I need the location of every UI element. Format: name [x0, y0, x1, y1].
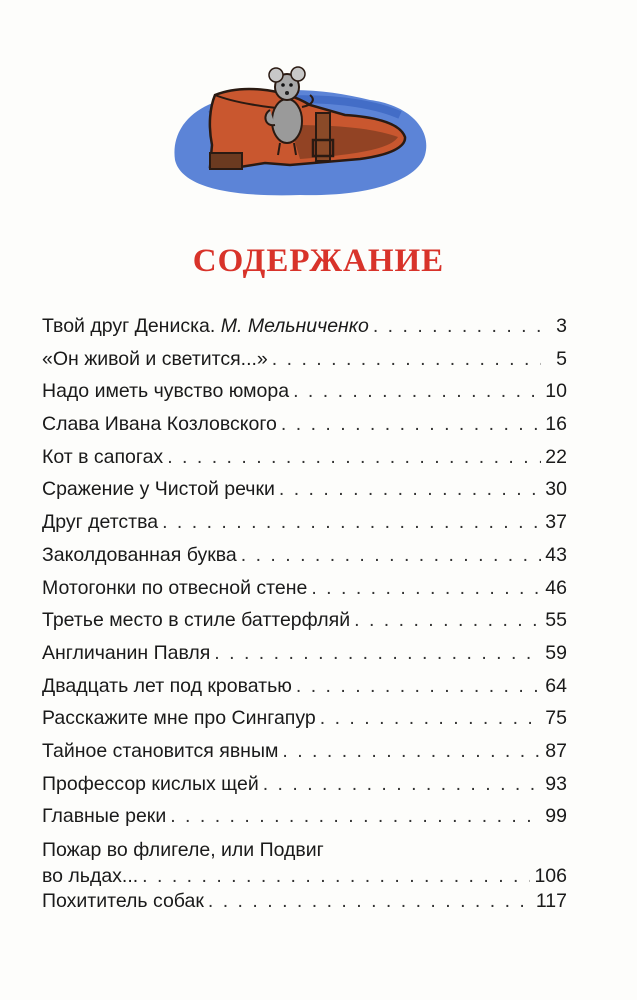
toc-entry-title: Пожар во флигеле, или Подвиг: [42, 839, 324, 861]
toc-page-number: 87: [545, 739, 567, 762]
toc-page-number: 99: [545, 805, 567, 828]
toc-entry-title: Кот в сапогах: [42, 445, 164, 468]
toc-page-number: 59: [545, 641, 567, 664]
toc-entry-title: Друг детства: [42, 511, 159, 534]
toc-entry: [42, 572, 567, 605]
toc-entry: [42, 702, 567, 735]
toc-page-number: 37: [545, 511, 567, 534]
toc-entry: [42, 637, 567, 670]
toc-entry: [42, 735, 567, 768]
toc-entry-title: «Он живой и светится...»: [42, 347, 268, 370]
toc-entry-title: Похититель собак: [42, 890, 204, 912]
toc-entry-title: Сражение у Чистой речки: [42, 478, 275, 501]
mouse-in-boot-illustration: [170, 55, 430, 205]
dot-leader: [282, 735, 541, 768]
toc-entry-title: Надо иметь чувство юмора: [42, 380, 290, 403]
dot-leader: [293, 375, 541, 408]
toc-page-number: 3: [556, 315, 567, 337]
toc-entry: [42, 375, 567, 408]
toc-page-number: 75: [545, 707, 567, 730]
dot-leader: [281, 408, 541, 441]
dot-leader: [373, 310, 541, 343]
dot-leader: [241, 539, 541, 572]
dot-leader: [162, 506, 541, 539]
toc-entry: [42, 670, 567, 703]
toc-entry-title: Слава Ивана Козловского: [42, 413, 277, 436]
toc-entry: [42, 473, 567, 506]
toc-entry: [42, 310, 567, 343]
toc-page-number: 117: [535, 890, 567, 912]
toc-entry-title: Двадцать лет под кроватью: [42, 674, 292, 697]
toc-entry-title: Расскажите мне про Сингапур: [42, 707, 316, 730]
toc-page-number: 30: [545, 478, 567, 501]
toc-entry: [42, 408, 567, 441]
toc-entry: [42, 885, 567, 918]
toc-entry: [42, 539, 567, 572]
toc-page-number: 46: [545, 576, 567, 599]
dot-leader: [311, 572, 541, 605]
toc-entry-title: Англичанин Павля: [42, 641, 211, 664]
dot-leader: [208, 885, 532, 918]
toc-entry-title-continued: во льдах...: [42, 865, 139, 887]
toc-page-number: 22: [545, 445, 567, 468]
dot-leader: [320, 702, 541, 735]
toc-entry: [42, 604, 567, 637]
toc-entry: [42, 441, 567, 474]
dot-leader: [167, 441, 541, 474]
toc-page-number: 43: [545, 543, 567, 566]
toc-page-number: 16: [545, 413, 567, 436]
dot-leader: [354, 604, 541, 637]
dot-leader: [263, 768, 541, 801]
table-of-contents: [42, 310, 567, 918]
toc-entry: [42, 506, 567, 539]
dot-leader: [279, 473, 541, 506]
toc-page-number: 64: [545, 674, 567, 697]
dot-leader: [296, 670, 541, 703]
toc-entry: [42, 343, 567, 376]
toc-entry-title: Профессор кислых щей: [42, 772, 259, 795]
toc-entry: [42, 800, 567, 833]
dot-leader: [214, 637, 541, 670]
toc-page-number: 5: [556, 347, 567, 370]
toc-entry-title: Заколдованная буква: [42, 543, 237, 566]
toc-entry-title: Главные реки: [42, 805, 167, 828]
toc-entry-title: Твой друг Дениска.: [42, 315, 221, 337]
dot-leader: [272, 343, 541, 376]
toc-entry: [42, 833, 567, 885]
dot-leader: [170, 800, 541, 833]
toc-entry-title: Третье место в стиле баттерфляй: [42, 609, 351, 632]
toc-page-number: 93: [545, 772, 567, 795]
page-title: СОДЕРЖАНИЕ: [192, 243, 445, 279]
toc-entry-title: Тайное становится явным: [42, 739, 279, 762]
toc-entry-author: М. Мельниченко: [220, 315, 369, 337]
toc-entry: [42, 768, 567, 801]
toc-page-number: 55: [545, 609, 567, 632]
toc-entry-title: Мотогонки по отвесной стене: [42, 576, 308, 599]
toc-page-number: 106: [534, 865, 567, 887]
toc-page-number: 10: [545, 380, 567, 403]
